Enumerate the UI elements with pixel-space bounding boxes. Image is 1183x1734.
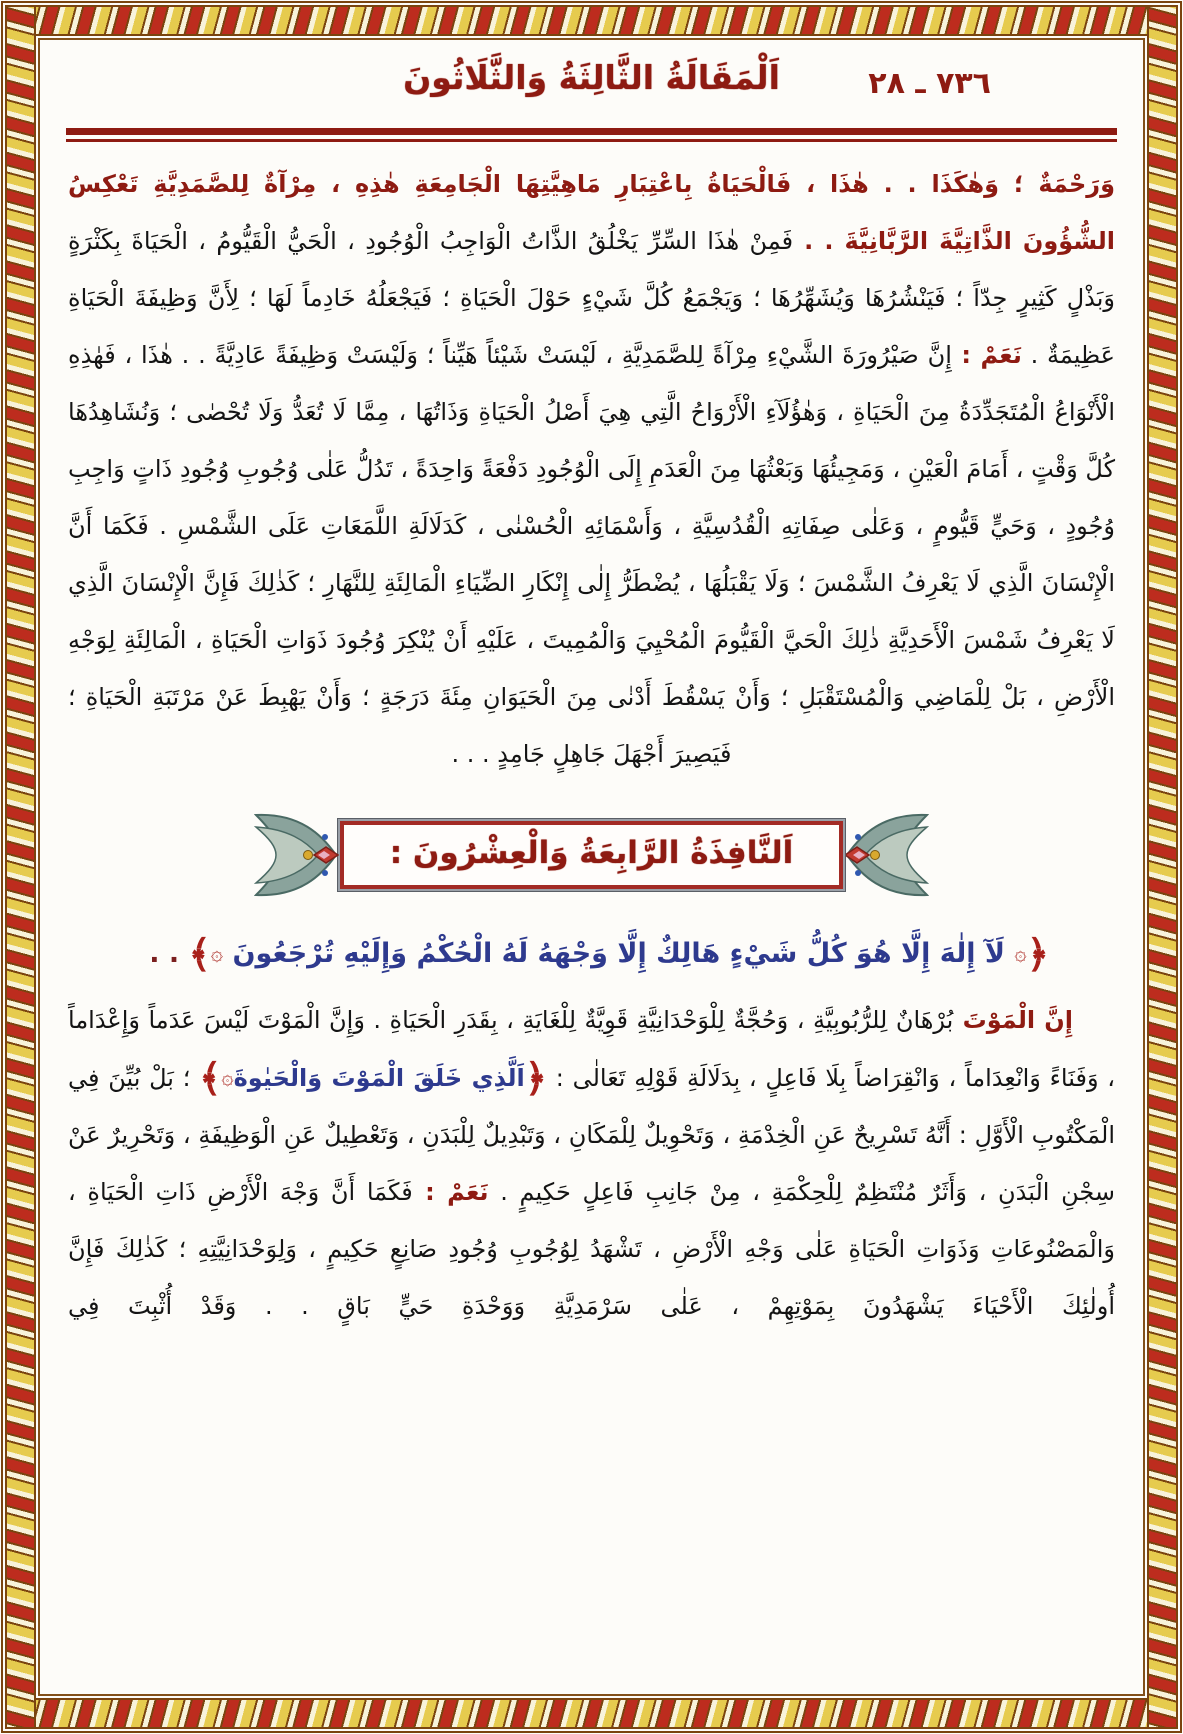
window-title-box bbox=[340, 821, 844, 889]
body-text: ؛ بَلْ بُيِّنَ فِي الْمَكْتُوبِ الْأَوَّلِ : أَنَّهُ تَسْرِيحٌ عَنِ الْخِدْمَةِ ، وَتَحْوِيلٌ لِلْمَكَانِ ، وَتَبْدِيلٌ لِلْبَدَنِ ، وَتَعْطِيلٌ عَنِ الْوَظِيفَةِ ، وَتَحْرِيرٌ عَنْ سِجْنِ الْبَدَنِ ، وَأَثَرٌ مُنْتَظِمٌ لِلْحِكْمَةِ ، مِنْ جَانِبِ فَاعِلٍ حَكِيمٍ . bbox=[68, 1064, 1116, 1206]
naam-red-text: نَعَمْ : bbox=[951, 341, 1022, 369]
lead-red-text: وَرَحْمَةٌ ؛ وَهٰكَذَا . . هٰذَا ، فَالْحَيَاةُ بِاعْتِبَارِ مَاهِيَّتِهَا الْجَامِعَةِ هٰذِهِ ، مِرْآةٌ لِلصَّمَدِيَّةِ تَعْكِسُ الشُّؤُونَ الذَّاتِيَّةَ الرَّبَّانِيَّةَ . . bbox=[68, 170, 1116, 255]
chain-border-left bbox=[5, 5, 36, 1729]
ornate-open-bracket: ﴿ bbox=[524, 1056, 548, 1100]
naam-red-text: نَعَمْ : bbox=[412, 1178, 489, 1206]
body-text: بُرْهَانٌ لِلرُّبُوبِيَّةِ ، وَحُجَّةٌ لِلْوَحْدَانِيَّةِ قَوِيَّةٌ لِلْغَايَةِ ، بِقَدَرِ الْحَيَاةِ . وَإِنَّ الْمَوْتَ لَيْسَ عَدَماً وَإِعْدَاماً ، وَفَنَاءً وَانْعِدَاماً ، وَانْقِرَاضاً بِلَا فَاعِلٍ ، بِدَلَالَةِ قَوْلِهِ تَعَالٰى : bbox=[68, 1006, 1116, 1092]
quote-text: اَلَّذِي خَلَقَ الْمَوْتَ وَالْحَيٰوةَ bbox=[233, 1064, 525, 1092]
body-text: فَمِنْ هٰذَا السِّرِّ يَخْلُقُ الذَّاتُ الْوَاجِبُ الْوُجُودِ ، الْحَيُّ الْقَيُّومُ ، الْحَيَاةَ بِكَثْرَةٍ وَبَذْلٍ كَثِيرٍ جِدّاً ؛ فَيَنْشُرُهَا وَيُشَهِّرُهَا ؛ وَيَجْمَعُ كُلَّ شَيْءٍ حَوْلَ الْحَيَاةِ ؛ فَيَجْعَلُهُ خَادِماً لَهَا ؛ لِأَنَّ وَظِيفَةَ الْحَيَاةِ عَظِيمَةٌ . bbox=[68, 227, 1115, 369]
quran-verse bbox=[68, 921, 1115, 986]
page-header bbox=[64, 54, 1119, 118]
body-text: فَكَمَا أَنَّ وَجْهَ الْأَرْضِ ذَاتِ الْحَيَاةِ ، وَالْمَصْنُوعَاتِ وَذَوَاتِ الْحَيَاةِ عَلٰى وَجْهِ الْأَرْضِ ، تَشْهَدُ لِوُجُوبِ وُجُودِ صَانِعٍ حَكِيمٍ ، وَلِوَحْدَانِيَّتِهِ ؛ كَذٰلِكَ فَإِنَّ أُولٰئِكَ الْأَحْيَاءَ يَشْهَدُونَ بِمَوْتِهِمْ ، عَلٰى سَرْمَدِيَّةِ وَوَحْدَةِ حَيٍّ بَاقٍ . . وَقَدْ أُثْبِتَ فِي bbox=[68, 1178, 1115, 1320]
paragraph-death-proof bbox=[68, 992, 1115, 1335]
page-title: اَلْمَقَالَةُ الثَّالِثَةُ وَالثَّلَاثُونَ bbox=[403, 58, 780, 97]
rosette-icon: ۞ bbox=[1014, 941, 1027, 965]
page-content bbox=[38, 38, 1145, 1696]
body-text: إِنَّ صَيْرُورَةَ الشَّيْءِ مِرْآةً لِلصَّمَدِيَّةِ ، لَيْسَتْ شَيْئاً هَيِّناً ؛ وَلَيْسَتْ وَظِيفَةً عَادِيَّةً . . هٰذَا ، فَهٰذِهِ الْأَنْوَاعُ الْمُتَجَدِّدَةُ مِنَ الْحَيَاةِ ، وَهٰؤُلَآءِ الْأَرْوَاحُ الَّتِي هِيَ أَصْلُ الْحَيَاةِ وَذَاتُهَا ، مِمَّا لَا تُعَدُّ وَلَا تُحْصٰى ؛ وَنُشَاهِدُهَا كُلَّ وَقْتٍ ، أَمَامَ الْعَيْنِ ، وَمَجِيئُهَا وَبَعْثُهَا مِنَ الْعَدَمِ إِلَى الْوُجُودِ دَفْعَةً وَاحِدَةً ، تَدُلُّ عَلٰى وُجُوبِ وُجُودِ ذَاتٍ وَاجِبِ وُجُودٍ ، وَحَيٍّ قَيُّومٍ ، وَعَلٰى صِفَاتِهِ الْقُدُسِيَّةِ ، وَأَسْمَائِهِ الْحُسْنٰى ، كَدَلَالَةِ اللَّمَعَاتِ عَلَى الشَّمْسِ . فَكَمَا أَنَّ الْإِنْسَانَ الَّذِي لَا يَعْرِفُ الشَّمْسَ ؛ وَلَا يَقْبَلُهَا ، يُضْطَرُّ إِلٰى إِنْكَارِ الضِّيَاءِ الْمَالِئَةِ لِلنَّهَارِ ؛ كَذٰلِكَ فَإِنَّ الْإِنْسَانَ الَّذِي لَا يَعْرِفُ شَمْسَ الْأَحَدِيَّةِ ذٰلِكَ الْحَيَّ الْقَيُّومَ الْمُحْيِيَ وَالْمُمِيتَ ، عَلَيْهِ أَنْ يُنْكِرَ وُجُودَ ذَوَاتِ الْحَيَاةِ ، الْمَالِئَةِ لِوَجْهِ الْأَرْضِ ، بَلْ لِلْمَاضِي وَالْمُسْتَقْبَلِ ؛ وَأَنْ يَسْقُطَ أَدْنٰى مِنَ الْحَيَوَانِ مِئَةَ دَرَجَةٍ ؛ وَأَنْ يَهْبِطَ عَنْ مَرْتَبَةِ الْحَيَاةِ ؛ فَيَصِيرَ أَجْهَلَ جَاهِلٍ جَامِدٍ . . . bbox=[68, 341, 1115, 768]
chain-border-right bbox=[1147, 5, 1178, 1729]
page-number: ٧٣٦ ـ ٢٨ bbox=[868, 66, 991, 101]
chain-border-bottom bbox=[5, 1698, 1178, 1729]
ornate-close-bracket: ﴾ bbox=[188, 932, 211, 976]
chain-border-top bbox=[5, 5, 1178, 36]
rosette-icon: ۞ bbox=[210, 941, 224, 965]
window-title-text: اَلنَّافِذَةُ الرَّابِعَةُ وَالْعِشْرُونَ : bbox=[389, 835, 794, 871]
rosette-icon: ۞ bbox=[221, 1065, 234, 1089]
paragraph-life-mirror bbox=[68, 156, 1115, 783]
ornate-close-bracket: ﴾ bbox=[199, 1056, 222, 1100]
lead-red-text: إِنَّ الْمَوْتَ bbox=[953, 1006, 1073, 1034]
floral-finial-icon bbox=[843, 807, 929, 903]
header-double-rule bbox=[66, 128, 1117, 142]
verse-text: لَآ إِلٰهَ إِلَّا هُوَ كُلُّ شَيْءٍ هَالِكٌ إِلَّا وَجْهَهُ لَهُ الْحُكْمُ وَإِلَيْهِ تُرْجَعُونَ bbox=[223, 938, 1015, 969]
floral-finial-icon bbox=[254, 807, 340, 903]
window-title-banner bbox=[64, 803, 1119, 907]
verse-trailing-dots: . . bbox=[149, 938, 189, 969]
ornate-open-bracket: ﴿ bbox=[1026, 932, 1049, 976]
